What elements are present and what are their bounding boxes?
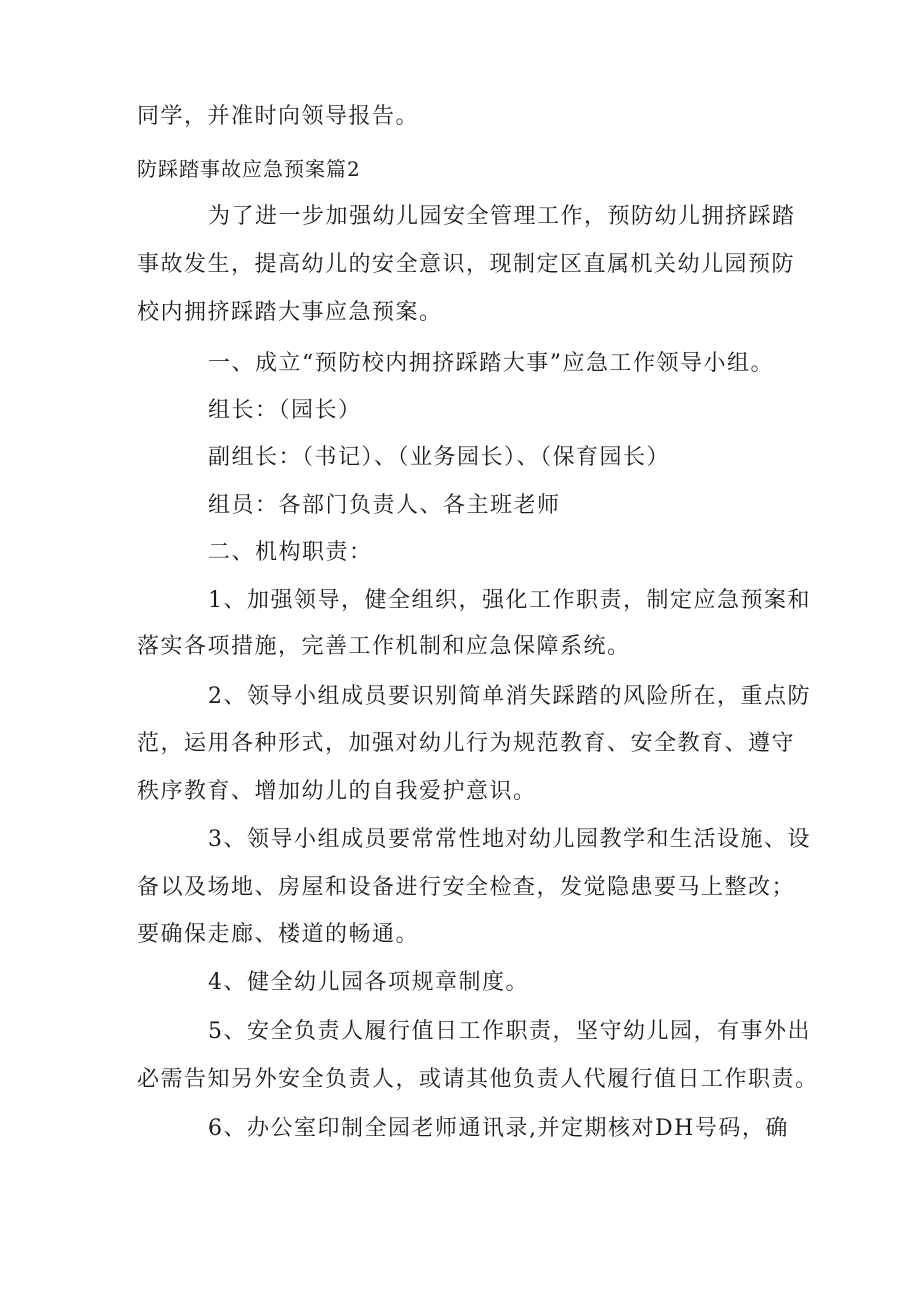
paragraph-line: 范，运用各种形式，加强对幼儿行为规范教育、安全教育、遵守	[137, 731, 796, 756]
paragraph-line: 备以及场地、房屋和设备进行安全检查，发觉隐患要马上整改；	[137, 875, 796, 900]
paragraph-line: 事故发生，提高幼儿的安全意识，现制定区直属机关幼儿园预防	[137, 252, 796, 277]
paragraph-line: 为了进一步加强幼儿园安全管理工作，预防幼儿拥挤踩踏	[208, 204, 796, 229]
paragraph-line: 3、领导小组成员要常常性地对幼儿园教学和生活设施、设	[208, 827, 811, 852]
paragraph-line: 4、健全幼儿园各项规章制度。	[208, 970, 529, 995]
paragraph-line: 副组长：（书记）、（业务园长）、（保育园长）	[208, 445, 671, 470]
paragraph-line: 一、成立“预防校内拥挤踩踏大事”应急工作领导小组。	[208, 351, 774, 376]
paragraph-line: 同学，并准时向领导报告。	[137, 104, 420, 129]
paragraph-line: 要确保走廊、楼道的畅通。	[137, 922, 420, 947]
paragraph-line: 校内拥挤踩踏大事应急预案。	[137, 300, 443, 325]
section-heading: 防踩踏事故应急预案篇2	[137, 157, 361, 181]
paragraph-line: 组员：各部门负责人、各主班老师	[208, 493, 561, 518]
paragraph-line: 1、加强领导，健全组织，强化工作职责，制定应急预案和	[208, 588, 811, 613]
paragraph-line: 落实各项措施，完善工作机制和应急保障系统。	[137, 634, 631, 659]
paragraph-line: 二、机构职责：	[208, 540, 373, 565]
paragraph-line: 必需告知另外安全负责人，或请其他负责人代履行值日工作职责。	[137, 1067, 819, 1092]
paragraph-line: 2、领导小组成员要识别简单消失踩踏的风险所在，重点防	[208, 684, 811, 709]
paragraph-line: 6、办公室印制全园老师通讯录,并定期核对DH号码，确	[208, 1116, 789, 1141]
paragraph-line: 秩序教育、增加幼儿的自我爱护意识。	[137, 779, 537, 804]
paragraph-line: 组长：（园长）	[208, 398, 362, 423]
paragraph-line: 5、安全负责人履行值日工作职责，坚守幼儿园，有事外出	[208, 1019, 811, 1044]
